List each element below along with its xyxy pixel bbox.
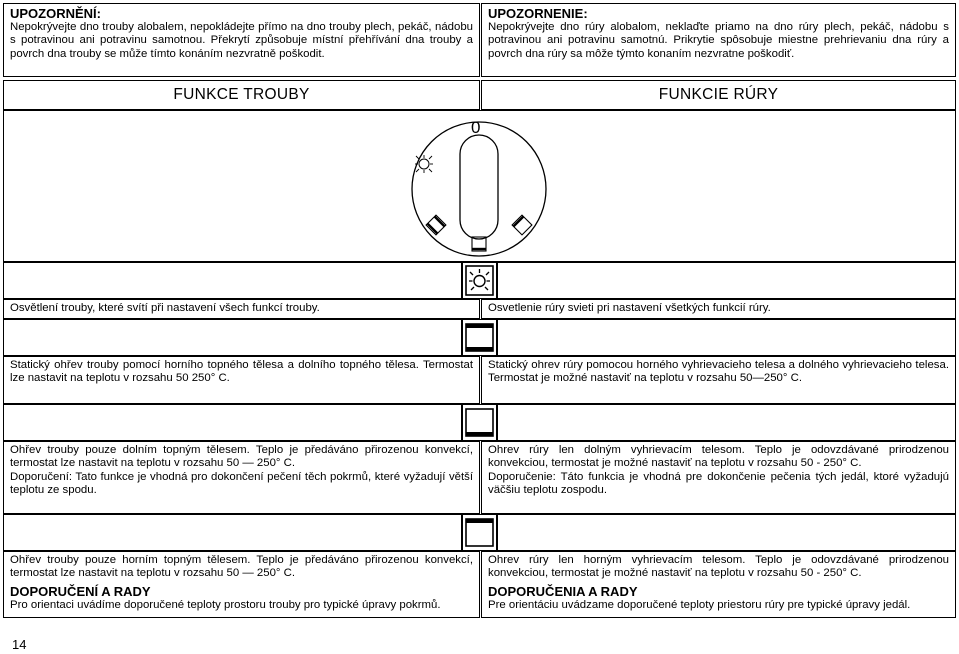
function-text-cs-bottom bbox=[3, 441, 480, 514]
warning-text-sk: Nepokrývejte dno rúry alobalom, neklaďte priamo na dno rúry plech, pekáč, nádobu s potravinou ani potravinu samotnú. Prikrytie spôsobuje miestne prehrievaniu dna rúry a povrch dna rúry sa môže týmto konaním nezvratne poškodiť. bbox=[488, 21, 949, 60]
function-text-cs-light bbox=[3, 299, 480, 319]
function-icon-cell-light-right bbox=[497, 262, 956, 299]
function-desc-sk: Osvetlenie rúry svieti pri nastavení všetkých funkcií rúry. bbox=[488, 302, 771, 314]
function-icon-cell-top-left bbox=[3, 514, 462, 551]
function-icon-cell-light-left bbox=[3, 262, 462, 299]
top-bottom-heating-icon bbox=[464, 322, 495, 353]
function-text-cs-top bbox=[3, 551, 480, 618]
function-desc-cs: Ohřev trouby pouze horním topným tělesem. Teplo je předáváno přirozenou konvekcí, termostat lze nastavit na teplotu v rozsahu 50 — 250° C. bbox=[10, 554, 473, 580]
section-title-sk: FUNKCIE RÚRY bbox=[658, 86, 779, 103]
top-heating-icon bbox=[464, 517, 495, 548]
advice-text-sk: Pre orientáciu uvádzame doporučené teploty priestoru rúry pre typické úpravy jedál. bbox=[488, 598, 911, 611]
knob-mark-light-icon bbox=[415, 155, 433, 173]
warning-heading-sk: UPOZORNENIE: bbox=[488, 6, 588, 21]
function-desc-cs: Ohřev trouby pouze dolním topným tělesem. Teplo je předáváno přirozenou konvekcí, termostat lze nastavit na teplotu v rozsahu 50 — 250° C. bbox=[10, 444, 473, 470]
function-text-sk-topbottom bbox=[481, 356, 956, 404]
function-icon-cell-topbottom-left bbox=[3, 319, 462, 356]
function-text-sk-light bbox=[481, 299, 956, 319]
function-desc-sk: Ohrev rúry len horným vyhrievacím telesom. Teplo je odovzdávané prirodzenou konvekciou, termostat je možné nastaviť na teplotu v rozsahu 50 - 250° C. bbox=[488, 554, 949, 580]
function-desc-sk: Ohrev rúry len dolným vyhrievacím telesom. Teplo je odovzdávané prirodzenou konvekciou, termostat je možné nastaviť na teplotu v rozsahu 50 - 250° C. bbox=[488, 444, 949, 470]
function-tip-cs: Doporučení: Tato funkce je vhodná pro dokončení pečení těch pokrmů, které vyžadují větší teplotu ze spodu. bbox=[10, 470, 473, 497]
advice-heading-sk: DOPORUČENIA A RADY bbox=[488, 583, 638, 599]
bottom-heating-icon bbox=[464, 407, 495, 438]
function-desc-sk: Statický ohrev rúry pomocou horného vyhrievacieho telesa a dolného vyhrievacieho telesa. Termostat je možné nastaviť na teplotu v rozsahu 50—250° C. bbox=[488, 359, 949, 385]
knob-zero-label: 0 bbox=[471, 118, 481, 137]
function-text-cs-topbottom bbox=[3, 356, 480, 404]
warning-box-cs bbox=[3, 3, 480, 77]
function-icon-cell-topbottom-right bbox=[497, 319, 956, 356]
knob-mark-top-icon bbox=[512, 215, 532, 235]
oven-light-icon bbox=[464, 264, 495, 297]
knob-mark-top-bottom-icon bbox=[426, 215, 446, 235]
page-number: 14 bbox=[12, 637, 27, 652]
function-text-sk-top bbox=[481, 551, 956, 618]
advice-text-cs: Pro orientaci uvádíme doporučené teploty prostoru trouby pro typické úpravy pokrmů. bbox=[10, 598, 441, 611]
function-icon-cell-bottom-left bbox=[3, 404, 462, 441]
function-icon-cell-bottom-right bbox=[497, 404, 956, 441]
warning-heading-cs: UPOZORNĚNÍ: bbox=[10, 6, 101, 21]
function-desc-cs: Statický ohřev trouby pomocí horního topného tělesa a dolního topného tělesa. Termostat lze nastavit na teplotu v rozsahu 50 250° C. bbox=[10, 359, 473, 385]
function-tip-sk: Doporučenie: Táto funkcia je vhodná pre dokončenie pečenia tých jedál, ktoré vyžadujú väčšiu teplotu zospodu. bbox=[488, 470, 949, 497]
advice-heading-cs: DOPORUČENÍ A RADY bbox=[10, 583, 151, 599]
function-text-sk-bottom bbox=[481, 441, 956, 514]
function-icon-cell-top-right bbox=[497, 514, 956, 551]
warning-text-cs: Nepokrývejte dno trouby alobalem, nepokládejte přímo na dno trouby plech, pekáč, nádobu s potravinou ani potravinu samotnou. Překrytí způsobuje místní přehřívání dna trouby a povrch dna trouby se může tímto konáním nezvratně poškodit. bbox=[10, 21, 473, 60]
function-desc-cs: Osvětlení trouby, které svítí při nastavení všech funkcí trouby. bbox=[10, 302, 320, 314]
warning-box-sk bbox=[481, 3, 956, 77]
section-title-cs: FUNKCE TROUBY bbox=[173, 86, 310, 103]
